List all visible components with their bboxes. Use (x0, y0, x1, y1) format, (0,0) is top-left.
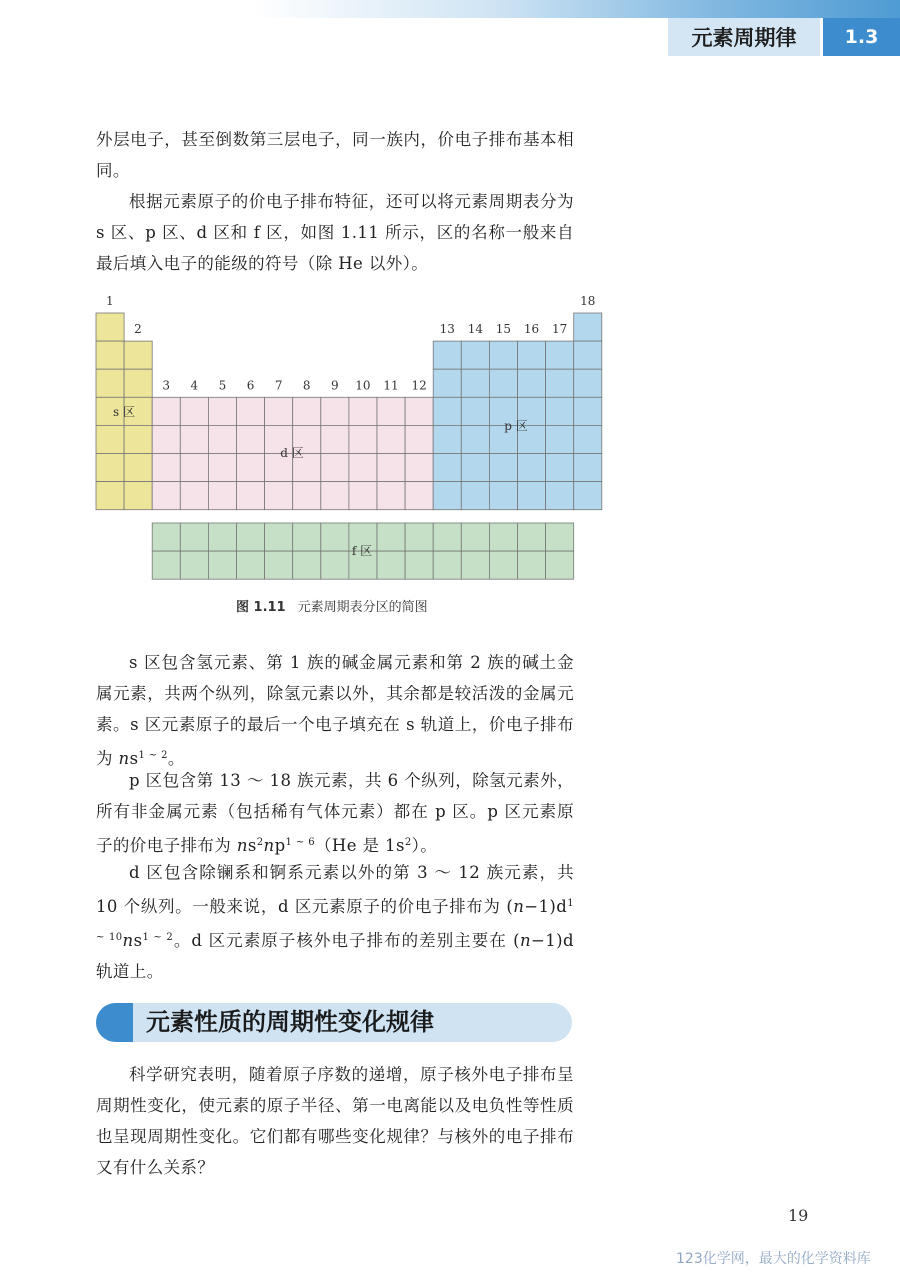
d-block-cell (208, 397, 236, 425)
d-block-cell (321, 397, 349, 425)
d-block-cell (377, 482, 405, 510)
p-block-cell (433, 454, 461, 482)
d-block-cell (349, 482, 377, 510)
group-label: 18 (580, 294, 596, 308)
paragraph-3: s 区包含氢元素、第 1 族的碱金属元素和第 2 族的碱土金属元素，共两个纵列，除氢元素以外，其余都是较活泼的金属元素。s 区元素原子的最后一个电子填充在 s 轨道上，价电子排布为 $ns^{1 \sim 2}$。 (96, 653, 574, 768)
s-block-cell (124, 454, 152, 482)
group-label: 14 (467, 322, 483, 337)
p-block-cell (461, 482, 489, 510)
group-label: 8 (302, 378, 311, 393)
s-block-cell (96, 454, 124, 482)
p-block-cell (574, 397, 602, 425)
p-block-cell (546, 341, 574, 369)
p-block-cell (574, 341, 602, 369)
f-block-cell (321, 551, 349, 579)
p-block-cell (546, 425, 574, 453)
periodic-table-diagram (0, 0, 900, 590)
section-banner-accent (96, 1003, 133, 1042)
s-block-cell (124, 482, 152, 510)
table-cells (96, 313, 602, 579)
d-block-cell (405, 454, 433, 482)
paragraph-2: 根据元素原子的价电子排布特征，还可以将元素周期表分为 s 区、p 区、d 区和 f 区，如图 1.11 所示，区的名称一般来自最后填入电子的能级的符号（除 He 以外）。 (96, 192, 574, 273)
section-number: 1.3 (823, 18, 900, 56)
s-block-cell (96, 341, 124, 369)
f-block-cell (237, 523, 265, 551)
page-number: 19 (788, 1206, 809, 1225)
d-block-cell (152, 454, 180, 482)
d-block-cell (293, 482, 321, 510)
f-block-cell (237, 551, 265, 579)
p-block-cell (518, 482, 546, 510)
s-block-cell (96, 425, 124, 453)
group-label: 9 (331, 378, 339, 393)
s-block-cell (96, 369, 124, 397)
p-block-cell (489, 454, 517, 482)
section-title: 元素性质的周期性变化规律 (146, 1008, 434, 1036)
p-block-cell (461, 454, 489, 482)
d-block-cell (349, 397, 377, 425)
p-block-cell (461, 369, 489, 397)
group-label: 17 (552, 322, 568, 337)
p-block-cell (574, 425, 602, 453)
f-block-cell (546, 551, 574, 579)
f-block-cell (489, 523, 517, 551)
f-block-cell (461, 551, 489, 579)
s-block-cell (96, 482, 124, 510)
group-label: 2 (134, 322, 142, 337)
f-block-cell (546, 523, 574, 551)
p-block-cell (574, 454, 602, 482)
group-label: 12 (411, 378, 427, 393)
f-block-cell (489, 551, 517, 579)
paragraph-6: 科学研究表明，随着原子序数的递增，原子核外电子排布呈周期性变化，使元素的原子半径、第一电离能以及电负性等性质也呈现周期性变化。它们都有哪些变化规律？与核外的电子排布又有什么关系？ (96, 1065, 574, 1177)
p-block-cell (546, 454, 574, 482)
s-block-cell (124, 341, 152, 369)
group-label: 11 (383, 378, 399, 393)
p-block-cell (574, 482, 602, 510)
d-block-cell (152, 425, 180, 453)
p-block-cell (489, 482, 517, 510)
caption-number: 图 1.11 (236, 600, 286, 615)
f-block-cell (433, 523, 461, 551)
group-label: 7 (274, 378, 283, 393)
d-block-cell (405, 397, 433, 425)
chapter-title: 元素周期律 (668, 18, 820, 56)
d-block-cell (180, 425, 208, 453)
d-block-cell (265, 482, 293, 510)
d-block-label: d 区 (280, 446, 304, 460)
p-block-cell (546, 482, 574, 510)
p-block-label: p 区 (504, 419, 528, 433)
d-block-cell (152, 397, 180, 425)
p-block-cell (433, 369, 461, 397)
d-block-cell (237, 454, 265, 482)
paragraph-5: d 区包含除镧系和锕系元素以外的第 3 ～ 12 族元素，共 10 个纵列。一般来说，d 区元素原子的价电子排布为 $(n-1)d^{1 \sim 10}ns^{1 \sim 2}$。d 区元素原子核外电子排布的差别主要在 (n−1)d 轨道上。 (96, 863, 574, 981)
f-block-cell (265, 523, 293, 551)
group-label: 13 (439, 322, 455, 337)
f-block-cell (180, 523, 208, 551)
watermark: 123化学网，最大的化学资料库 (676, 1251, 871, 1267)
p-block-cell (546, 369, 574, 397)
group-label: 1 (106, 294, 114, 308)
d-block-cell (208, 482, 236, 510)
p-block-cell (461, 341, 489, 369)
p-block-cell (433, 397, 461, 425)
paragraph-4: p 区包含第 13 ～ 18 族元素，共 6 个纵列，除氢元素外，所有非金属元素（包括稀有气体元素）都在 p 区。p 区元素原子的价电子排布为 $ns^2np^{1 \sim 6}(He$ 是 $1s^2$）。 (96, 771, 574, 855)
d-block-cell (321, 425, 349, 453)
caption-text: 元素周期表分区的简图 (297, 600, 428, 615)
p-block-cell (518, 454, 546, 482)
f-block-cell (377, 551, 405, 579)
d-block-cell (349, 454, 377, 482)
d-block-cell (180, 454, 208, 482)
d-block-cell (265, 397, 293, 425)
f-block-cell (405, 551, 433, 579)
figure-caption (236, 596, 428, 615)
group-label: 16 (523, 322, 540, 337)
d-block-cell (321, 454, 349, 482)
d-block-cell (321, 482, 349, 510)
f-block-cell (208, 523, 236, 551)
d-block-cell (237, 482, 265, 510)
group-label: 4 (190, 378, 199, 393)
f-block-cell (377, 523, 405, 551)
p-block-cell (546, 397, 574, 425)
s-block-label: s 区 (113, 405, 135, 419)
p-block-cell (489, 369, 517, 397)
f-block-cell (433, 551, 461, 579)
f-block-cell (518, 523, 546, 551)
s-block-cell (96, 313, 124, 341)
p-block-cell (518, 341, 546, 369)
d-block-cell (180, 482, 208, 510)
d-block-cell (293, 397, 321, 425)
f-block-cell (405, 523, 433, 551)
p-block-cell (433, 341, 461, 369)
d-block-cell (237, 397, 265, 425)
d-block-cell (377, 397, 405, 425)
d-block-cell (208, 454, 236, 482)
d-block-cell (349, 425, 377, 453)
s-block-cell (124, 369, 152, 397)
f-block-cell (293, 551, 321, 579)
f-block-cell (265, 551, 293, 579)
p-block-cell (489, 341, 517, 369)
f-block-cell (152, 523, 180, 551)
d-block-cell (405, 482, 433, 510)
f-block-label: f 区 (351, 544, 373, 558)
p-block-cell (461, 397, 489, 425)
d-block-cell (208, 425, 236, 453)
group-label: 3 (162, 378, 171, 393)
p-block-cell (433, 425, 461, 453)
f-block-cell (518, 551, 546, 579)
d-block-cell (377, 454, 405, 482)
f-block-cell (152, 551, 180, 579)
paragraph-1: 外层电子，甚至倒数第三层电子，同一族内，价电子排布基本相同。 (96, 130, 574, 180)
d-block-cell (377, 425, 405, 453)
d-block-cell (405, 425, 433, 453)
d-block-cell (237, 425, 265, 453)
group-label: 5 (218, 378, 227, 393)
group-label: 15 (495, 322, 512, 337)
p-block-cell (574, 313, 602, 341)
s-block-cell (124, 425, 152, 453)
f-block-cell (180, 551, 208, 579)
d-block-cell (180, 397, 208, 425)
p-block-cell (518, 369, 546, 397)
d-block-cell (152, 482, 180, 510)
group-label: 10 (355, 378, 371, 393)
p-block-cell (461, 425, 489, 453)
p-block-cell (574, 369, 602, 397)
f-block-cell (208, 551, 236, 579)
f-block-cell (461, 523, 489, 551)
p-block-cell (433, 482, 461, 510)
f-block-cell (293, 523, 321, 551)
group-label: 6 (246, 378, 255, 393)
f-block-cell (321, 523, 349, 551)
